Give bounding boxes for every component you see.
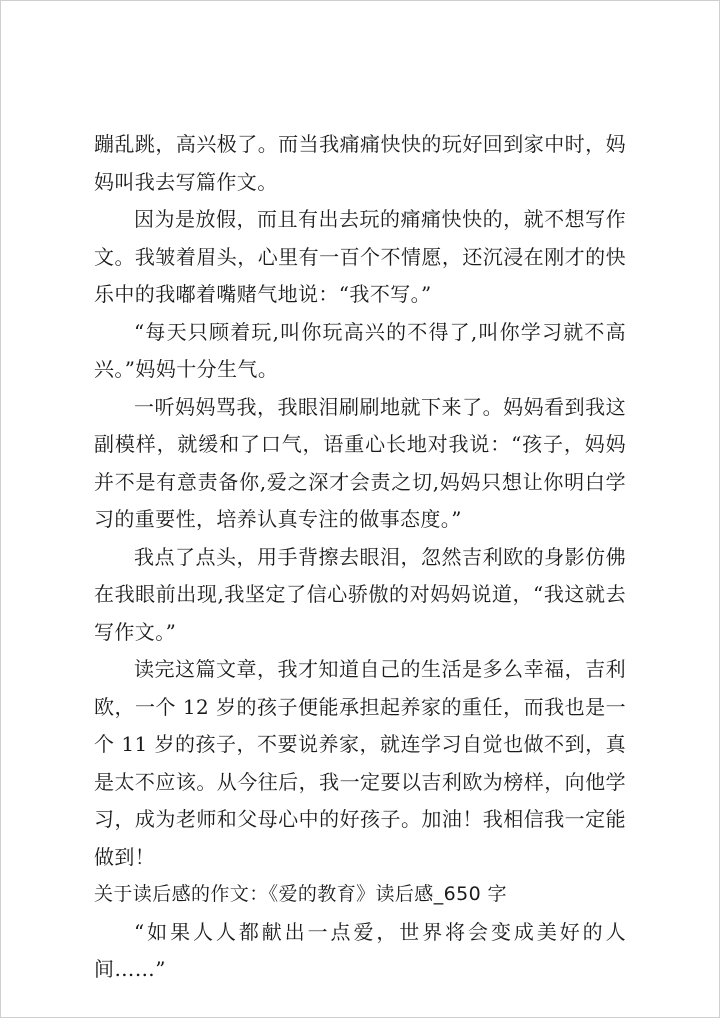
document-body [94,126,626,989]
paragraph-4: 一听妈妈骂我，我眼泪刷刷地就下来了。妈妈看到我这副模样，就缓和了口气，语重心长地对我说：“孩子，妈妈并不是有意责备你,爱之深才会责之切,妈妈只想让你明白学习的重要性，培养认真专注的做事态度。” [94,394,626,531]
paragraph-5: 我点了点头，用手背擦去眼泪，忽然吉利欧的身影仿佛在我眼前出现,我坚定了信心骄傲的对妈妈说道，“我这就去写作文。” [94,544,626,644]
article-heading: 关于读后感的作文：《爱的教育》读后感_650 字 [94,883,507,905]
paragraph-2: 因为是放假，而且有出去玩的痛痛快快的，就不想写作文。我皱着眉头，心里有一百个不情愿，还沉浸在刚才的快乐中的我嘟着嘴赌气地说：“我不写。” [94,207,626,306]
paragraph-1: 蹦乱跳，高兴极了。而当我痛痛快快的玩好回到家中时，妈妈叫我去写篇作文。 [94,132,626,194]
paragraph-3: “每天只顾着玩,叫你玩高兴的不得了,叫你学习就不高兴。”妈妈十分生气。 [94,319,626,381]
paragraph-6: 读完这篇文章，我才知道自己的生活是多么幸福，吉利欧，一个 12 岁的孩子便能承担起养家的重任，而我也是一个 11 岁的孩子，不要说养家，就连学习自觉也做不到，真是太不应该。从今往后，我一定要以吉利欧为榜样，向他学习，成为老师和父母心中的好孩子。加油！我相信我一定能做到！ [94,657,626,869]
paragraph-7: “如果人人都献出一点爱，世界将会变成美好的人间……” [94,919,626,981]
